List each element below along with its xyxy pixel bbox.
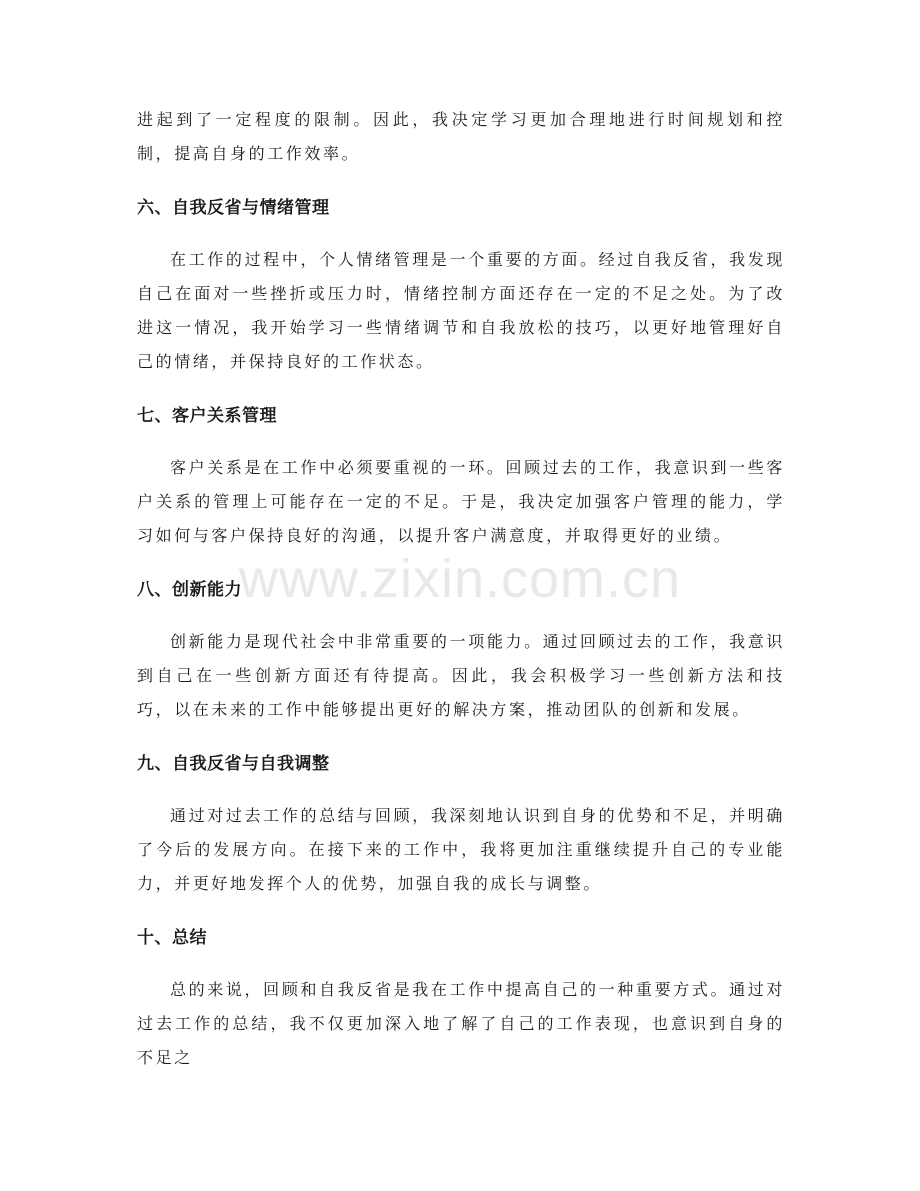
section-8-paragraph: 创新能力是现代社会中非常重要的一项能力。通过回顾过去的工作，我意识到自己在一些创新方面还有待提高。因此，我会积极学习一些创新方法和技巧，以在未来的工作中能够提出更好的解决方案，推动团队的创新和发展。 — [137, 632, 785, 719]
section-heading-10: 十、总结 — [137, 928, 207, 948]
section-6-paragraph: 在工作的过程中，个人情绪管理是一个重要的方面。经过自我反省，我发现自己在面对一些挫折或压力时，情绪控制方面还存在一定的不足之处。为了改进这一情况，我开始学习一些情绪调节和自我放松的技巧，以更好地管理好自己的情绪，并保持良好的工作状态。 — [137, 250, 785, 371]
section-heading-9: 九、自我反省与自我调整 — [137, 754, 330, 774]
section-9-paragraph: 通过对过去工作的总结与回顾，我深刻地认识到自身的优势和不足，并明确了今后的发展方向。在接下来的工作中，我将更加注重继续提升自己的专业能力，并更好地发挥个人的优势，加强自我的成长与调整。 — [137, 806, 785, 893]
section-10-paragraph: 总的来说，回顾和自我反省是我在工作中提高自己的一种重要方式。通过对过去工作的总结，我不仅更加深入地了解了自己的工作表现，也意识到自身的不足之 — [137, 980, 785, 1067]
section-heading-8: 八、创新能力 — [137, 580, 242, 600]
watermark: www.zixin.com.cn — [238, 549, 682, 609]
section-heading-6: 六、自我反省与情绪管理 — [137, 198, 330, 218]
section-7-paragraph: 客户关系是在工作中必须要重视的一环。回顾过去的工作，我意识到一些客户关系的管理上可能存在一定的不足。于是，我决定加强客户管理的能力，学习如何与客户保持良好的沟通，以提升客户满意度，并取得更好的业绩。 — [137, 458, 785, 545]
document-body — [137, 103, 785, 1075]
continued-paragraph: 进起到了一定程度的限制。因此，我决定学习更加合理地进行时间规划和控制，提高自身的工作效率。 — [137, 110, 785, 163]
section-heading-7: 七、客户关系管理 — [137, 406, 277, 426]
